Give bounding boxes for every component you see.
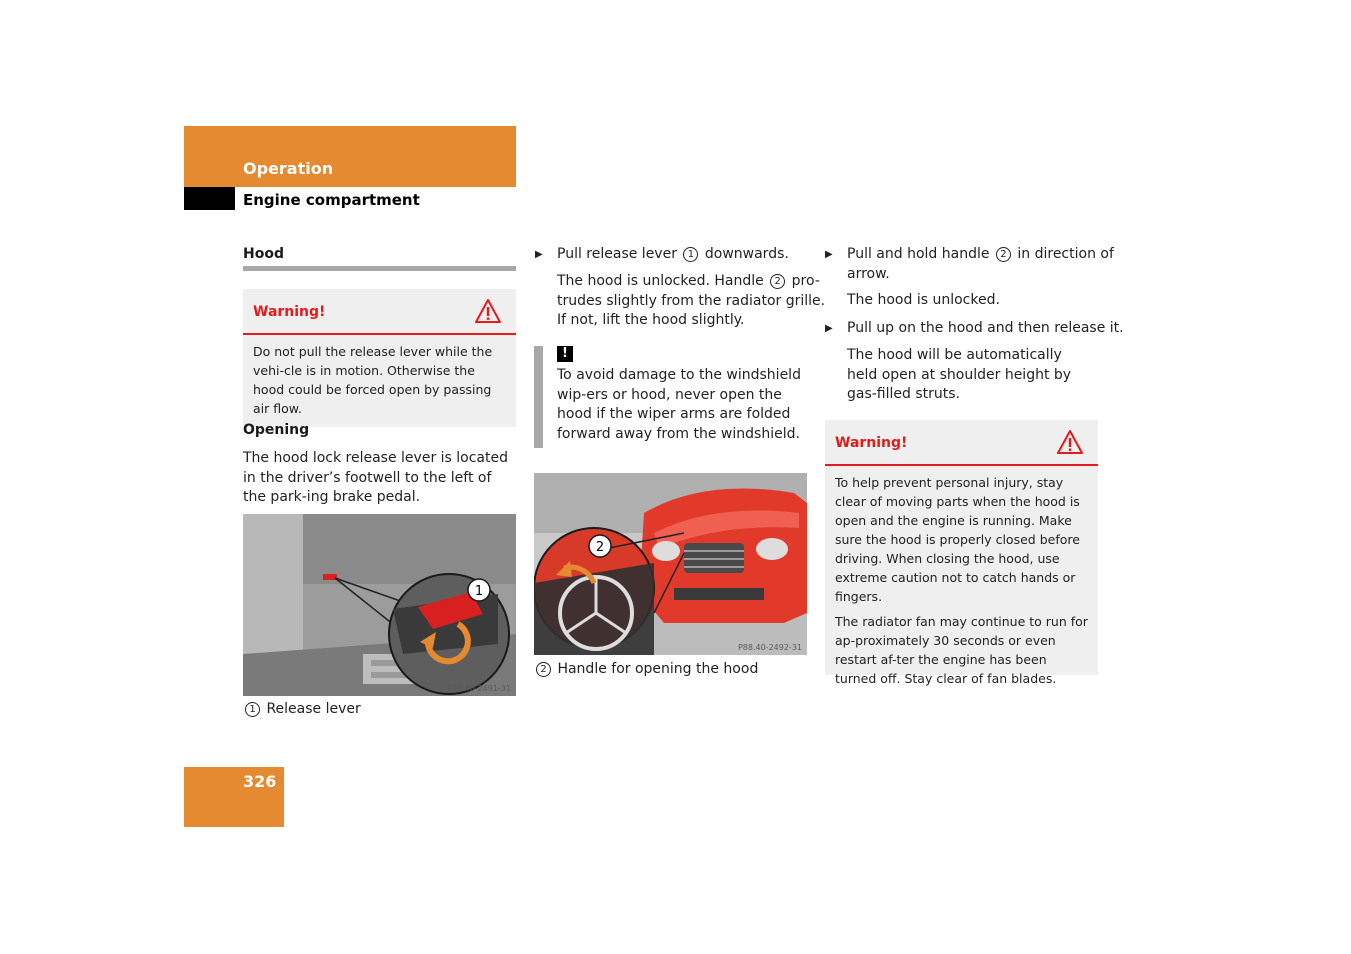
hood-heading: Hood [243,246,284,262]
warning-box [243,289,516,427]
svg-text:2: 2 [595,540,605,555]
chapter-header-bar [184,126,516,187]
warning-paragraph: Do not pull the release lever while the vehi-cle is in motion. Otherwise the hood could be forced open by passing air flow. [253,344,493,416]
bullet-arrow-icon: ▶ [825,249,833,260]
bullet-arrow-icon: ▶ [535,249,543,260]
result-hood-unlocked: The hood is unlocked. [847,292,1000,308]
step-text: Pull release lever [557,246,677,262]
exclamation-icon: ! [557,346,573,362]
warning-triangle-icon [474,298,502,324]
figure-caption [534,661,758,677]
result-hood-held: The hood will be automatically held open at shoulder height by gas-filled struts. [847,347,1072,402]
bullet-arrow-icon: ▶ [825,323,833,334]
release-lever-photo [243,514,516,696]
callout-number: 2 [536,662,551,677]
step-text: arrow. [847,265,890,282]
result-text: If not, lift the hood slightly. [557,312,745,328]
section-tab-marker [184,187,235,210]
opening-paragraph: The hood lock release lever is located in the driver’s footwell to the left of the park-ing brake pedal. [243,450,509,505]
step-text: Pull and hold handle [847,246,990,262]
step-text: Pull up on the hood and then release it. [847,320,1124,336]
note-bar [534,346,543,448]
callout-number: 1 [683,247,698,262]
warning-paragraph: To help prevent personal injury, stay clear of moving parts when the hood is open and the engine is running. Make sure the hood is properly closed before driving. When closing the hood, use extreme caution not to catch hands or fingers. [835,475,1080,604]
warning-label: Warning! [253,304,326,320]
opening-heading: Opening [243,422,310,438]
warning-text [825,466,1098,697]
warning-triangle-icon [1056,429,1084,455]
warning-paragraph: The radiator fan may continue to run for ap-proximately 30 seconds or even restart af-ter the engine has been turned off. Stay clear of fan blades. [835,614,1088,686]
hood-handle-photo [534,473,807,655]
chapter-title: Operation [243,159,334,178]
caption-text: Handle for opening the hood [557,661,759,677]
result-text: pro- [791,273,820,289]
page-number: 326 [243,772,277,791]
section-title: Engine compartment [243,191,420,209]
heading-rule [243,266,516,271]
note-text: To avoid damage to the windshield wip-ers or hood, never open the hood if the wiper arms are folded forward away from the windshield. [557,367,801,442]
svg-text:1: 1 [474,584,484,599]
result-unlocked [557,272,825,331]
result-text: trudes slightly from the radiator grille. [557,292,826,309]
caption-text: Release lever [266,701,361,717]
callout-number: 2 [770,274,785,289]
figure-code: P88.40-2492-31 [737,643,802,652]
callout-number: 1 [245,702,260,717]
figure-caption [243,701,361,717]
step-text: in direction of [1017,246,1114,262]
callout-number: 2 [996,247,1011,262]
result-text: The hood is unlocked. Handle [557,273,764,289]
figure-code: P88.40-2491-31 [446,684,511,693]
warning-header [243,289,516,335]
warning-label: Warning! [835,435,908,451]
warning-text [243,335,516,427]
warning-header [825,420,1098,466]
warning-box [825,420,1098,686]
step-text: downwards. [704,246,789,262]
